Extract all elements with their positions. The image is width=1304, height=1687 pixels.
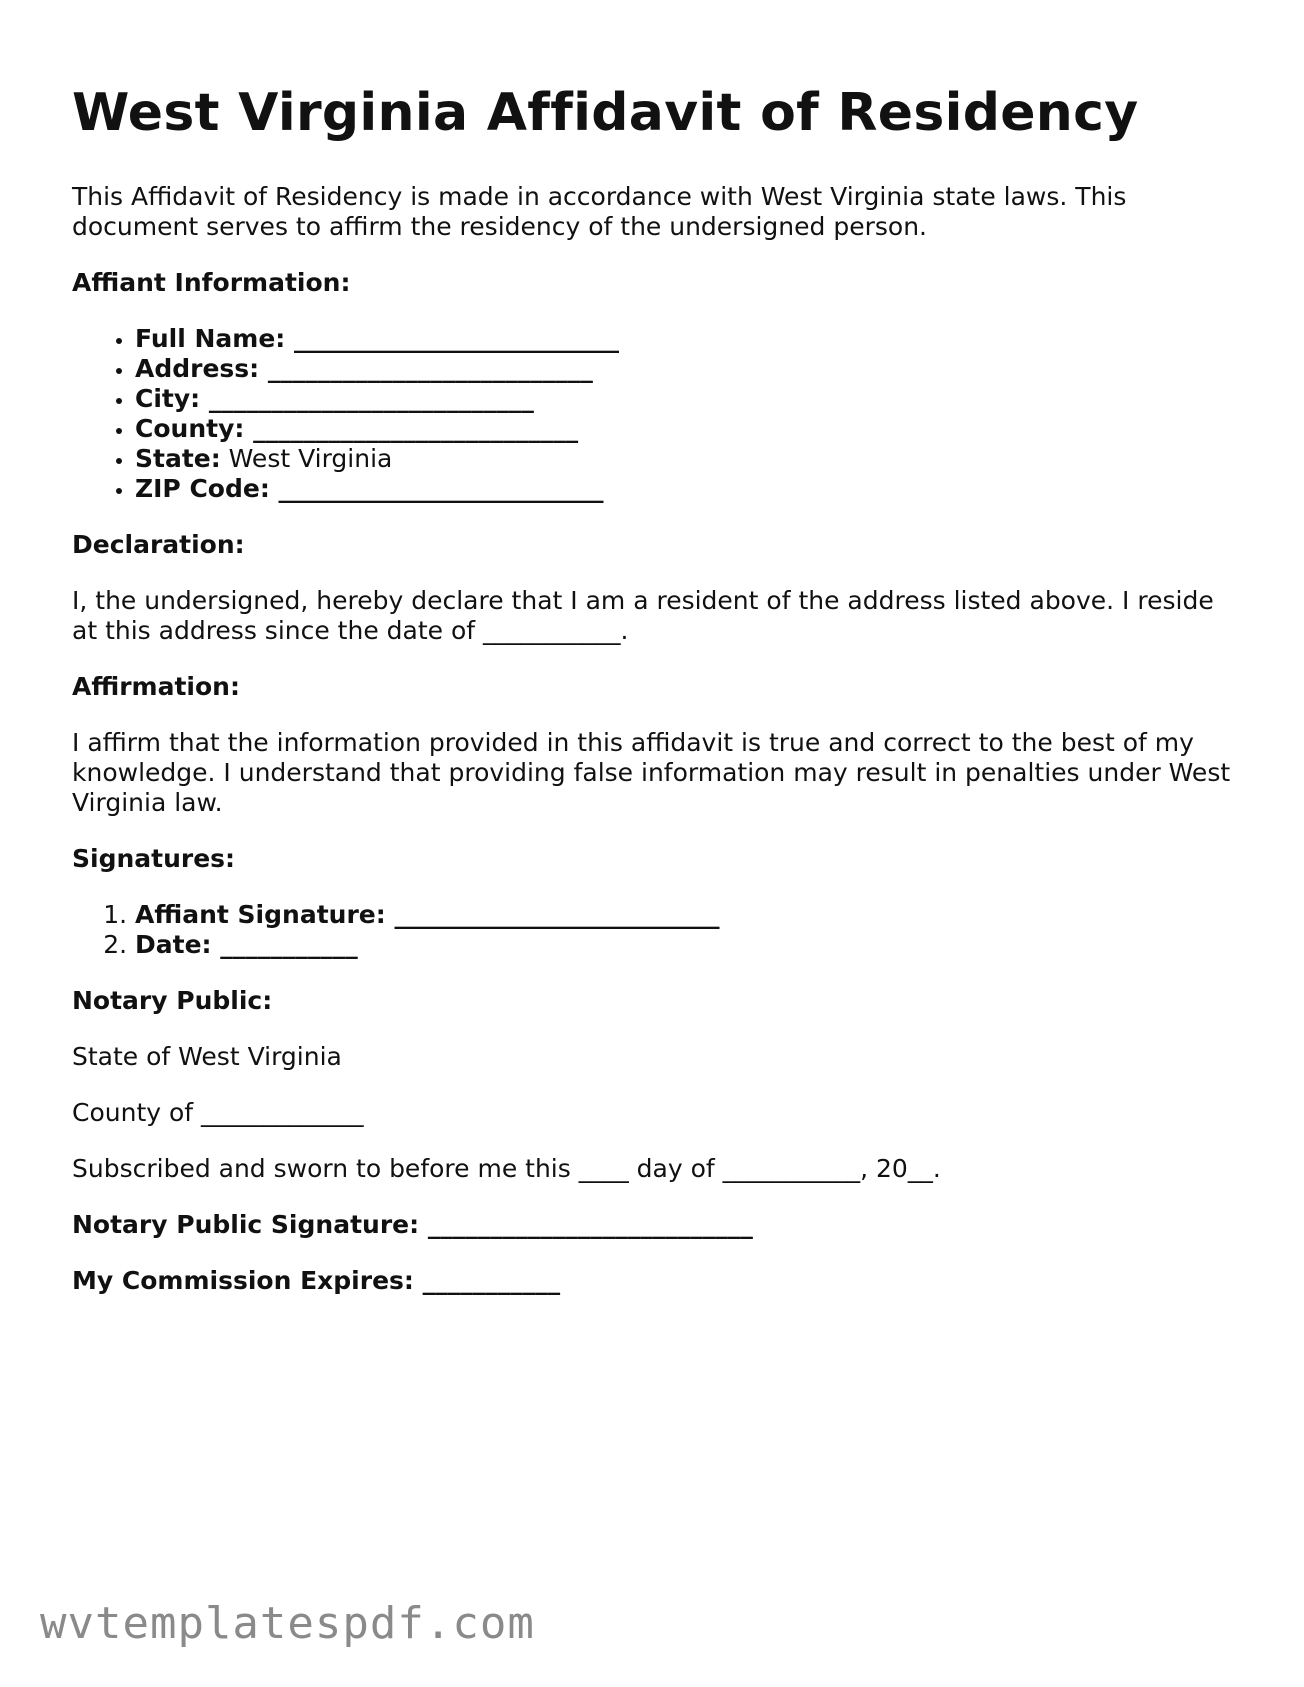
affiant-information-heading: Affiant Information: (72, 267, 351, 297)
affiant-information-list (72, 324, 1232, 504)
notary-signature-line (72, 1210, 1232, 1240)
zip-code-blank: __________________________ (269, 473, 604, 503)
list-item-date (135, 930, 1232, 960)
notary-county-line: County of _____________ (72, 1097, 364, 1127)
intro-paragraph: This Affidavit of Residency is made in accordance with West Virginia state laws. This document serves to affirm the residency of the undersigned person. (72, 181, 1127, 241)
list-item-county (135, 414, 1232, 444)
list-item-full-name (135, 324, 1232, 354)
watermark-text: wvtemplatespdf.com (40, 1598, 535, 1649)
zip-code-label: ZIP Code: (135, 473, 270, 503)
declaration-paragraph: I, the undersigned, hereby declare that I am a resident of the address listed above. I reside at this address since the date of ___________. (72, 585, 1214, 645)
full-name-label: Full Name: (135, 323, 286, 353)
notary-sworn-line: Subscribed and sworn to before me this ____ day of ___________, 20__. (72, 1153, 941, 1183)
commission-expires-line (72, 1266, 1232, 1296)
full-name-blank: __________________________ (285, 323, 619, 353)
signatures-heading: Signatures: (72, 843, 236, 873)
document-page (72, 84, 1232, 1322)
affirmation-heading: Affirmation: (72, 671, 240, 701)
city-blank: __________________________ (200, 383, 534, 413)
notary-state-line: State of West Virginia (72, 1041, 342, 1071)
state-label: State: (135, 443, 221, 473)
list-item-affiant-signature (135, 900, 1232, 930)
commission-expires-blank: ___________ (413, 1265, 561, 1295)
list-item-zip-code (135, 474, 1232, 504)
list-item-city (135, 384, 1232, 414)
address-blank: __________________________ (259, 353, 593, 383)
city-label: City: (135, 383, 201, 413)
document-title: West Virginia Affidavit of Residency (72, 83, 1139, 143)
notary-signature-blank: __________________________ (419, 1209, 753, 1239)
commission-expires-label: My Commission Expires: (72, 1265, 414, 1295)
county-blank: __________________________ (244, 413, 579, 443)
affirmation-paragraph: I affirm that the information provided in this affidavit is true and correct to the best of my knowledge. I understand that providing false information may result in penalties under West Virginia law. (72, 727, 1231, 817)
affiant-signature-label: Affiant Signature: (135, 899, 386, 929)
state-value: West Virginia (220, 443, 393, 473)
list-item-address (135, 354, 1232, 384)
list-item-state (135, 444, 1232, 474)
affiant-signature-blank: __________________________ (385, 899, 720, 929)
address-label: Address: (135, 353, 260, 383)
notary-public-heading: Notary Public: (72, 985, 273, 1015)
notary-signature-label: Notary Public Signature: (72, 1209, 420, 1239)
signatures-list (72, 900, 1232, 960)
declaration-heading: Declaration: (72, 529, 245, 559)
date-label: Date: (135, 929, 212, 959)
date-blank: ___________ (211, 929, 358, 959)
county-label: County: (135, 413, 245, 443)
